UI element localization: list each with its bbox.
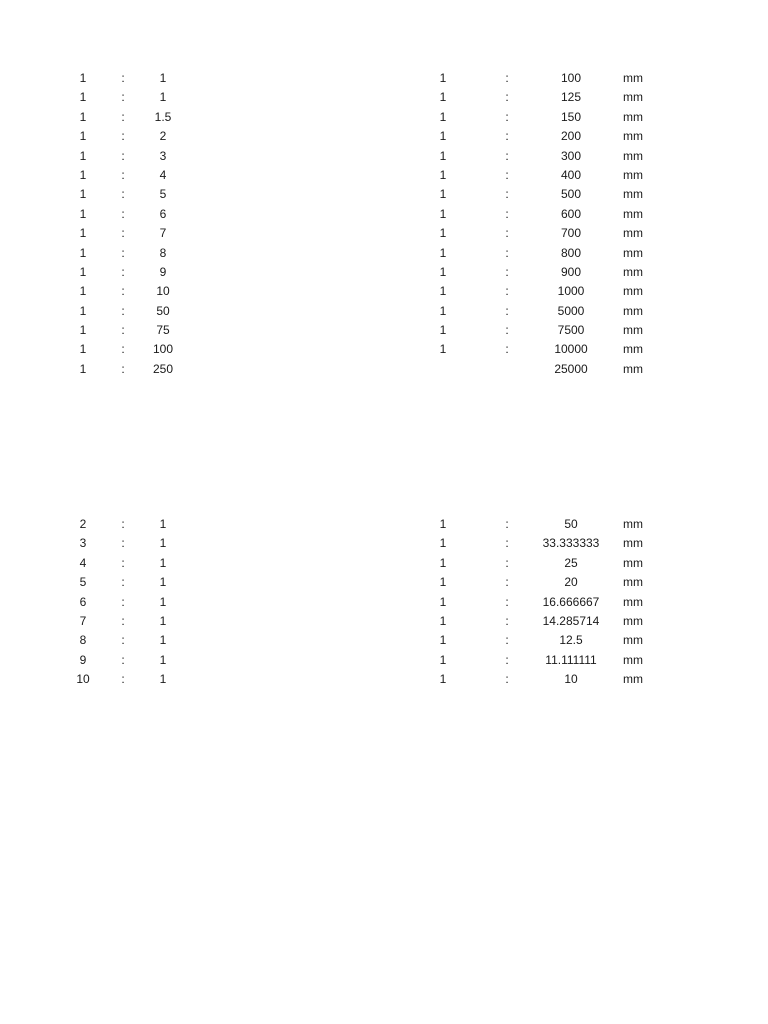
ratio-left-term: 1: [79, 226, 87, 241]
ratio-left-term: 1: [79, 323, 87, 338]
unit-label: mm: [623, 342, 643, 357]
ratio-right-term: 1: [159, 536, 167, 551]
ratio-right-term: 10: [156, 284, 170, 299]
scale-left-term: 1: [439, 536, 447, 551]
unit-label: mm: [623, 594, 643, 609]
scale-left-term: 1: [439, 264, 447, 279]
scale-colon: :: [505, 245, 509, 260]
ratio-right-term: 1: [159, 575, 167, 590]
ratio-left-term: 5: [79, 575, 87, 590]
scale-left-term: 1: [439, 284, 447, 299]
ratio-colon: :: [121, 167, 125, 182]
ratio-colon: :: [121, 109, 125, 124]
unit-label: mm: [623, 226, 643, 241]
ratio-left-term: 7: [79, 613, 87, 628]
scale-value: 25000: [554, 361, 588, 376]
ratio-colon: :: [121, 187, 125, 202]
ratio-left-term: 1: [79, 148, 87, 163]
scale-ratio-table: [0, 69, 768, 379]
table-row: [0, 631, 768, 650]
ratio-colon: :: [121, 555, 125, 570]
scale-value: 14.285714: [542, 613, 600, 628]
scale-colon: :: [505, 206, 509, 221]
ratio-colon: :: [121, 323, 125, 338]
ratio-colon: :: [121, 342, 125, 357]
unit-label: mm: [623, 148, 643, 163]
unit-label: mm: [623, 323, 643, 338]
scale-value: 700: [560, 226, 582, 241]
scale-left-term: 1: [439, 148, 447, 163]
scale-value: 200: [560, 129, 582, 144]
ratio-right-term: 1: [159, 613, 167, 628]
scale-left-term: 1: [439, 517, 447, 531]
scale-colon: :: [505, 613, 509, 628]
ratio-left-term: 1: [79, 167, 87, 182]
unit-label: mm: [623, 672, 643, 687]
table-row: [0, 282, 768, 301]
ratio-right-term: 2: [159, 129, 167, 144]
ratio-right-term: 50: [156, 303, 170, 318]
scale-value: 500: [560, 187, 582, 202]
unit-label: mm: [623, 264, 643, 279]
scale-value: 900: [560, 264, 582, 279]
unit-label: mm: [623, 71, 643, 85]
table-row: [0, 224, 768, 243]
ratio-right-term: 1: [159, 71, 167, 85]
table-row: [0, 670, 768, 689]
scale-value: 100: [560, 71, 582, 85]
ratio-left-term: 1: [79, 361, 87, 376]
ratio-colon: :: [121, 245, 125, 260]
unit-label: mm: [623, 245, 643, 260]
ratio-colon: :: [121, 264, 125, 279]
scale-value: 33.333333: [542, 536, 600, 551]
scale-colon: :: [505, 167, 509, 182]
table-row: [0, 88, 768, 107]
unit-label: mm: [623, 206, 643, 221]
scale-colon: :: [505, 555, 509, 570]
ratio-right-term: 5: [159, 187, 167, 202]
unit-label: mm: [623, 361, 643, 376]
scale-colon: :: [505, 517, 509, 531]
scale-left-term: 1: [439, 129, 447, 144]
ratio-right-term: 100: [152, 342, 174, 357]
scale-left-term: 1: [439, 323, 447, 338]
scale-colon: :: [505, 633, 509, 648]
ratio-right-term: 8: [159, 245, 167, 260]
scale-colon: :: [505, 226, 509, 241]
scale-left-term: 1: [439, 109, 447, 124]
ratio-colon: :: [121, 90, 125, 105]
scale-left-term: 1: [439, 594, 447, 609]
ratio-left-term: 1: [79, 109, 87, 124]
scale-left-term: 1: [439, 303, 447, 318]
ratio-colon: :: [121, 129, 125, 144]
scale-colon: :: [505, 672, 509, 687]
ratio-left-term: 1: [79, 245, 87, 260]
unit-label: mm: [623, 129, 643, 144]
ratio-colon: :: [121, 575, 125, 590]
table-row: [0, 573, 768, 592]
scale-left-term: 1: [439, 633, 447, 648]
ratio-right-term: 75: [156, 323, 170, 338]
scale-value: 50: [564, 517, 578, 531]
scale-value: 12.5: [559, 633, 583, 648]
table-row: [0, 205, 768, 224]
scale-left-term: 1: [439, 187, 447, 202]
scale-left-term: 1: [439, 575, 447, 590]
table-row: [0, 263, 768, 282]
scale-value: 1000: [557, 284, 585, 299]
ratio-colon: :: [121, 303, 125, 318]
ratio-left-term: 1: [79, 206, 87, 221]
scale-colon: :: [505, 129, 509, 144]
table-row: [0, 185, 768, 204]
scale-left-term: 1: [439, 342, 447, 357]
ratio-colon: :: [121, 633, 125, 648]
scale-value: 10: [564, 672, 578, 687]
scale-value: 800: [560, 245, 582, 260]
scale-left-term: 1: [439, 90, 447, 105]
scale-colon: :: [505, 323, 509, 338]
ratio-left-term: 1: [79, 264, 87, 279]
unit-label: mm: [623, 517, 643, 531]
ratio-left-term: 1: [79, 90, 87, 105]
ratio-right-term: 1: [159, 555, 167, 570]
ratio-left-term: 1: [79, 187, 87, 202]
table-row: [0, 244, 768, 263]
ratio-colon: :: [121, 148, 125, 163]
unit-label: mm: [623, 303, 643, 318]
scale-left-term: 1: [439, 672, 447, 687]
scale-colon: :: [505, 536, 509, 551]
scale-value: 11.111111: [545, 652, 597, 667]
ratio-right-term: 250: [152, 361, 174, 376]
scale-colon: :: [505, 71, 509, 85]
scale-colon: :: [505, 109, 509, 124]
scale-colon: :: [505, 284, 509, 299]
scale-colon: :: [505, 594, 509, 609]
unit-label: mm: [623, 555, 643, 570]
scale-colon: :: [505, 90, 509, 105]
scale-value: 150: [560, 109, 582, 124]
ratio-colon: :: [121, 652, 125, 667]
table-row: [0, 651, 768, 670]
ratio-colon: :: [121, 613, 125, 628]
ratio-left-term: 9: [79, 652, 87, 667]
scale-value: 7500: [557, 323, 585, 338]
ratio-left-term: 1: [79, 129, 87, 144]
scale-value: 600: [560, 206, 582, 221]
table-row: [0, 593, 768, 612]
scale-value: 300: [560, 148, 582, 163]
scale-value: 125: [560, 90, 582, 105]
ratio-right-term: 1: [159, 517, 167, 531]
ratio-right-term: 1: [159, 90, 167, 105]
ratio-colon: :: [121, 284, 125, 299]
ratio-right-term: 1: [159, 594, 167, 609]
ratio-colon: :: [121, 206, 125, 221]
scale-left-term: 1: [439, 226, 447, 241]
unit-label: mm: [623, 613, 643, 628]
unit-label: mm: [623, 633, 643, 648]
table-row: [0, 340, 768, 359]
scale-value: 16.666667: [542, 594, 600, 609]
ratio-right-term: 9: [159, 264, 167, 279]
table-row: [0, 127, 768, 146]
ratio-left-term: 8: [79, 633, 87, 648]
unit-label: mm: [623, 284, 643, 299]
unit-label: mm: [623, 90, 643, 105]
table-row: [0, 612, 768, 631]
table-row: [0, 321, 768, 340]
ratio-colon: :: [121, 361, 125, 376]
ratio-right-term: 1: [159, 672, 167, 687]
table-row: [0, 108, 768, 127]
scale-colon: :: [505, 303, 509, 318]
ratio-colon: :: [121, 71, 125, 85]
scale-colon: :: [505, 342, 509, 357]
enlargement-ratio-table: [0, 515, 768, 690]
scale-left-term: 1: [439, 652, 447, 667]
ratio-left-term: 4: [79, 555, 87, 570]
ratio-colon: :: [121, 226, 125, 241]
ratio-left-term: 2: [79, 517, 87, 531]
ratio-right-term: 7: [159, 226, 167, 241]
ratio-left-term: 1: [79, 303, 87, 318]
scale-value: 25: [564, 555, 578, 570]
unit-label: mm: [623, 167, 643, 182]
ratio-right-term: 1: [159, 633, 167, 648]
table-row: [0, 69, 768, 88]
ratio-colon: :: [121, 536, 125, 551]
ratio-right-term: 6: [159, 206, 167, 221]
ratio-colon: :: [121, 517, 125, 531]
scale-value: 400: [560, 167, 582, 182]
scale-colon: :: [505, 652, 509, 667]
scale-value: 10000: [554, 342, 588, 357]
scale-left-term: 1: [439, 245, 447, 260]
table-row: [0, 302, 768, 321]
ratio-right-term: 3: [159, 148, 167, 163]
unit-label: mm: [623, 575, 643, 590]
ratio-right-term: 4: [159, 167, 167, 182]
scale-left-term: 1: [439, 555, 447, 570]
scale-colon: :: [505, 575, 509, 590]
table-row: [0, 534, 768, 553]
scale-left-term: 1: [439, 167, 447, 182]
table-row: [0, 147, 768, 166]
unit-label: mm: [623, 109, 643, 124]
ratio-left-term: 10: [76, 672, 90, 687]
scale-left-term: 1: [439, 206, 447, 221]
unit-label: mm: [623, 536, 643, 551]
table-row: [0, 515, 768, 534]
unit-label: mm: [623, 187, 643, 202]
table-row: [0, 554, 768, 573]
scale-value: 5000: [557, 303, 585, 318]
table-row: [0, 360, 768, 379]
ratio-right-term: 1.5: [154, 109, 172, 124]
scale-colon: :: [505, 264, 509, 279]
scale-colon: :: [505, 187, 509, 202]
ratio-left-term: 3: [79, 536, 87, 551]
scale-left-term: 1: [439, 71, 447, 85]
ratio-left-term: 6: [79, 594, 87, 609]
unit-label: mm: [623, 652, 643, 667]
ratio-colon: :: [121, 672, 125, 687]
table-row: [0, 166, 768, 185]
ratio-right-term: 1: [159, 652, 167, 667]
scale-left-term: 1: [439, 613, 447, 628]
ratio-left-term: 1: [79, 71, 87, 85]
scale-colon: :: [505, 148, 509, 163]
scale-value: 20: [564, 575, 578, 590]
ratio-left-term: 1: [79, 342, 87, 357]
ratio-colon: :: [121, 594, 125, 609]
ratio-left-term: 1: [79, 284, 87, 299]
